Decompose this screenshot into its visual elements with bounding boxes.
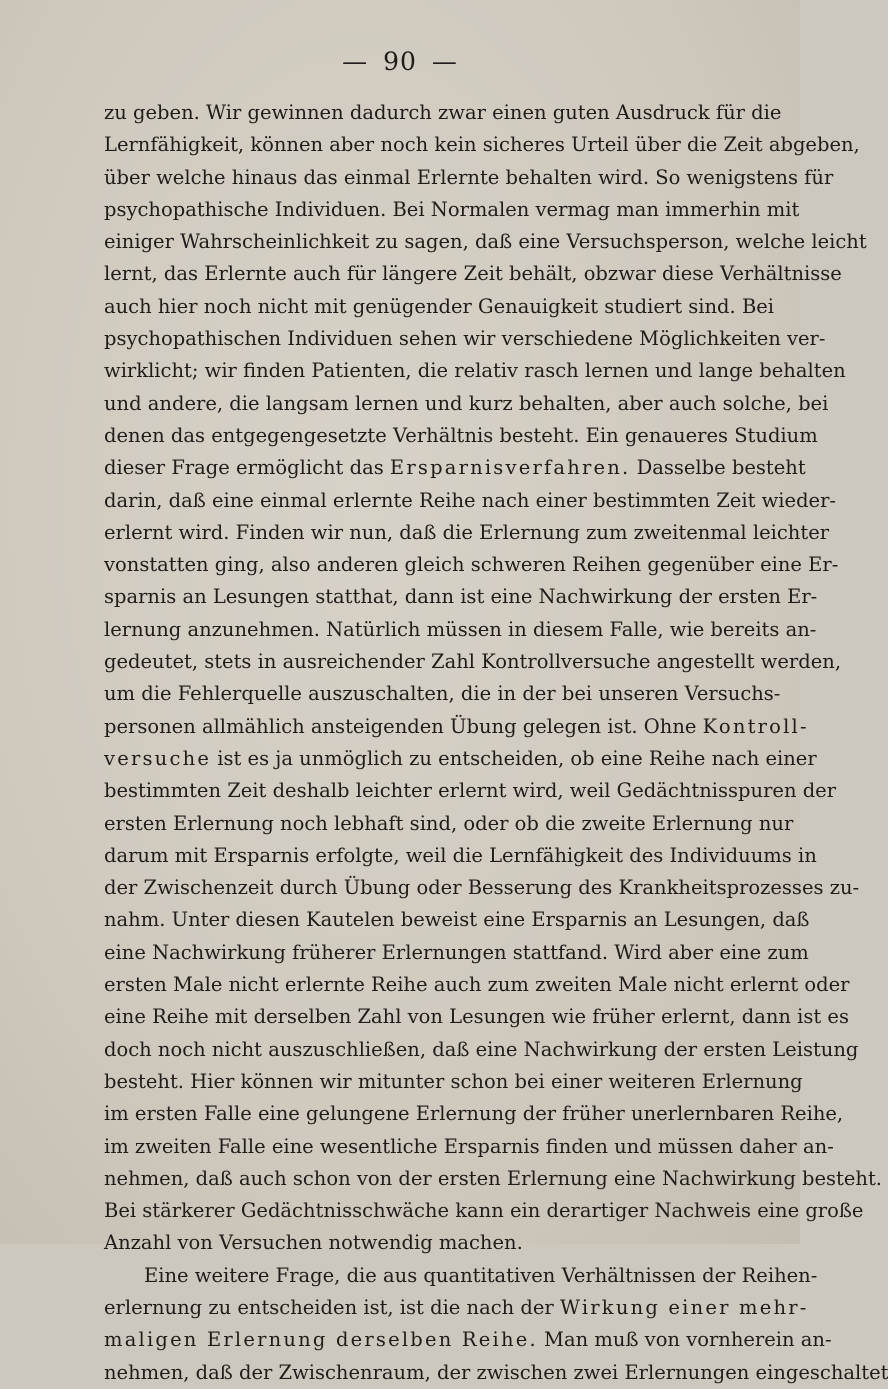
text-segment: erlernung zu entscheiden ist, ist die nach der [104,1295,560,1319]
text-line: lernt, das Erlernte auch für längere Zeit behält, obzwar diese Verhältnisse [104,262,842,286]
text-line: über welche hinaus das einmal Erlernte behalten wird. So wenigstens für [104,165,834,189]
text-line: im zweiten Falle eine wesentliche Ersparnis finden und müssen daher an- [104,1134,834,1158]
text-line: gedeutet, stets in ausreichender Zahl Kontrollversuche angestellt werden, [104,650,842,674]
emphasized-term: versuche [104,746,212,770]
text-segment: dieser Frage ermöglicht das [104,456,390,480]
emphasized-term: maligen Erlernung derselben Reihe. [104,1328,538,1352]
text-segment: personen allmählich ansteigenden Übung gelegen ist. Ohne [104,714,703,738]
text-line: im ersten Falle eine gelungene Erlernung der früher unerlernbaren Reihe, [104,1102,844,1126]
text-line: bestimmten Zeit deshalb leichter erlernt wird, weil Gedächtnisspuren der [104,779,837,803]
text-line: eine Reihe mit derselben Zahl von Lesungen wie früher erlernt, dann ist es [104,1005,849,1029]
text-line: vonstatten ging, also anderen gleich schweren Reihen gegenüber eine Er- [104,553,839,577]
text-line: erlernt wird. Finden wir nun, daß die Erlernung zum zweitenmal leichter [104,520,830,544]
text-line: ersten Erlernung noch lebhaft sind, oder ob die zweite Erlernung nur [104,811,794,835]
text-line: der Zwischenzeit durch Übung oder Besserung des Krankheitsprozesses zu- [104,876,860,900]
emphasized-term: Ersparnisverfahren. [389,456,631,480]
body-text [104,97,888,1389]
text-line: besteht. Hier können wir mitunter schon bei einer weiteren Erlernung [104,1069,803,1093]
text-segment: Man muß von vornherein an- [537,1328,832,1352]
text-line: sparnis an Lesungen statthat, dann ist eine Nachwirkung der ersten Er- [104,585,818,609]
text-line: zu geben. Wir gewinnen dadurch zwar einen guten Ausdruck für die [104,101,782,124]
text-line: denen das entgegengesetzte Verhältnis besteht. Ein genaueres Studium [104,423,818,447]
text-line: ersten Male nicht erlernte Reihe auch zum zweiten Male nicht erlernt oder [104,973,850,997]
text-line: lernung anzunehmen. Natürlich müssen in diesem Falle, wie bereits an- [104,617,817,641]
text-line [104,452,806,484]
text-line: um die Fehlerquelle auszuschalten, die in der bei unseren Versuchs- [104,682,781,706]
text-segment: ist es ja unmöglich zu entscheiden, ob eine Reihe nach einer [211,746,817,770]
emphasized-term: Wirkung einer mehr- [559,1295,809,1319]
text-line: auch hier noch nicht mit genügender Genauigkeit studiert sind. Bei [104,294,775,318]
text-line: nehmen, daß auch schon von der ersten Erlernung eine Nachwirkung besteht. [104,1166,883,1190]
text-line: darin, daß eine einmal erlernte Reihe nach einer bestimmten Zeit wieder- [104,488,837,512]
text-line [104,743,817,775]
text-line [104,1292,809,1324]
text-line [104,711,809,743]
text-line: psychopathischen Individuen sehen wir verschiedene Möglichkeiten ver- [104,327,826,351]
text-line: psychopathische Individuen. Bei Normalen vermag man immerhin mit [104,197,800,221]
text-line: und andere, die langsam lernen und kurz behalten, aber auch solche, bei [104,391,829,415]
text-line: nehmen, daß der Zwischenraum, der zwischen zwei Erlernungen eingeschaltet [104,1360,888,1384]
text-line: Bei stärkerer Gedächtnisschwäche kann ein derartiger Nachweis eine große [104,1199,864,1223]
text-line: wirklicht; wir finden Patienten, die relativ rasch lernen und lange behalten [104,359,846,383]
text-line: einiger Wahrscheinlichkeit zu sagen, daß eine Versuchsperson, welche leicht [104,230,867,254]
text-line [104,1324,832,1356]
text-line: Anzahl von Versuchen notwendig machen. [104,1231,523,1255]
text-line: nahm. Unter diesen Kautelen beweist eine Ersparnis an Lesungen, daß [104,908,810,932]
text-line: doch noch nicht auszuschließen, daß eine Nachwirkung der ersten Leistung [104,1037,859,1061]
text-line: eine Nachwirkung früherer Erlernungen stattfand. Wird aber eine zum [104,940,809,964]
page-number: — 90 — [342,47,458,76]
text-segment: Dasselbe besteht [630,456,806,480]
emphasized-term: Kontroll- [702,714,809,738]
text-line: Lernfähigkeit, können aber noch kein sicheres Urteil über die Zeit abgeben, [104,133,860,157]
text-line: Eine weitere Frage, die aus quantitativen Verhältnissen der Reihen- [144,1263,818,1287]
text-line: darum mit Ersparnis erfolgte, weil die Lernfähigkeit des Individuums in [104,843,817,867]
